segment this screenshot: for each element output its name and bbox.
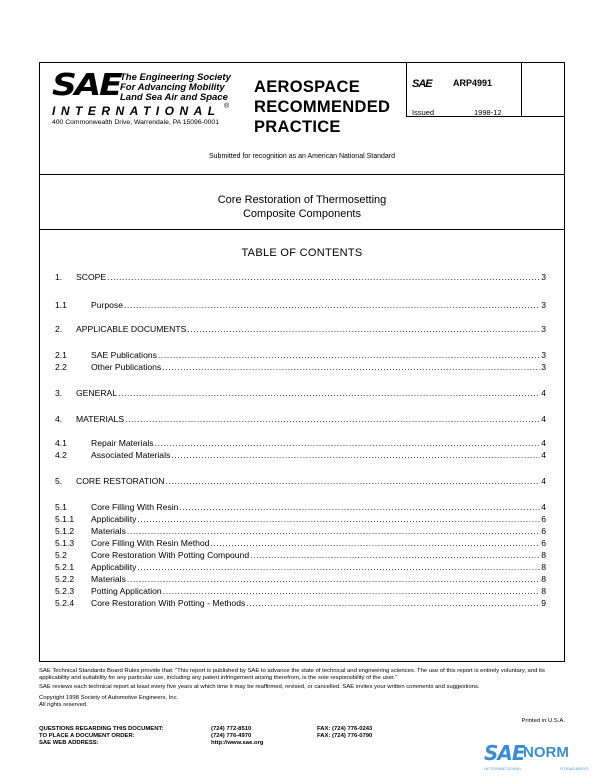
- divider: [40, 174, 564, 175]
- toc-entry-number: 5.2.4: [55, 598, 75, 608]
- toc-leader-dots: [250, 549, 540, 561]
- toc-entry-label: SCOPE: [76, 272, 107, 282]
- toc-leader-dots: [158, 349, 540, 361]
- sae-international-logo: [52, 68, 252, 119]
- toc-leader-dots: [118, 387, 540, 399]
- toc-leader-dots: [210, 537, 540, 549]
- logo-sae-wordmark: SAE: [52, 68, 121, 103]
- toc-entry-page: 8: [541, 562, 546, 572]
- toc-heading: TABLE OF CONTENTS: [241, 247, 363, 259]
- toc-entry-page: 3: [541, 272, 546, 282]
- review-text: SAE reviews each technical report at least every five years at which time it may be reaffirmed, revised, or cancelled. SAE invites your written comments and suggestions.: [39, 684, 480, 691]
- toc-leader-dots: [137, 561, 540, 573]
- toc-entry-label: APPLICABLE DOCUMENTS: [76, 324, 187, 334]
- sae-norm-stamp: [484, 741, 596, 773]
- toc-entry[interactable]: [55, 525, 546, 537]
- toc-entry-label: Potting Application: [91, 586, 162, 596]
- copyright-text: Copyright 1998 Society of Automotive Engineers, Inc.: [39, 694, 179, 701]
- toc-entry-label: SAE Publications: [91, 350, 157, 360]
- printed-in: Printed in U.S.A.: [521, 718, 565, 724]
- toc-entry-number: 5.: [55, 476, 63, 486]
- toc-entry[interactable]: [55, 561, 546, 573]
- issued-label: Issued: [412, 108, 435, 117]
- toc-entry-page: 8: [541, 550, 546, 560]
- toc-entry[interactable]: [55, 413, 546, 425]
- contact-fax: FAX: (724) 776-0243 FAX: (724) 776-0790: [317, 726, 373, 740]
- toc-entry-label: GENERAL: [76, 388, 118, 398]
- toc-entry[interactable]: [55, 585, 546, 597]
- toc-leader-dots: [187, 323, 540, 335]
- toc-entry-page: 3: [541, 324, 546, 334]
- toc-entry-number: 5.1: [55, 502, 67, 512]
- toc-entry[interactable]: [55, 513, 546, 525]
- toc-entry-number: 5.2.3: [55, 586, 75, 596]
- divider: [406, 63, 407, 116]
- toc-entry[interactable]: [55, 361, 546, 373]
- toc-entry-label: MATERIALS: [76, 414, 125, 424]
- document-title: Core Restoration of Thermosetting Composite Components: [217, 194, 387, 220]
- toc-entry-page: 8: [541, 574, 546, 584]
- toc-entry-page: 4: [541, 502, 546, 512]
- toc-leader-dots: [127, 525, 540, 537]
- toc-leader-dots: [124, 299, 540, 311]
- toc-entry[interactable]: [55, 271, 546, 283]
- toc-leader-dots: [166, 475, 541, 487]
- web-address-link[interactable]: http://www.sae.org: [211, 740, 264, 747]
- toc-entry[interactable]: [55, 349, 546, 361]
- toc-entry[interactable]: [55, 437, 546, 449]
- toc-entry-number: 4.2: [55, 450, 67, 460]
- toc-entry-page: 9: [541, 598, 546, 608]
- toc-entry-number: 4.: [55, 414, 63, 424]
- contact-labels: QUESTIONS REGARDING THIS DOCUMENT: TO PLACE A DOCUMENT ORDER: SAE WEB ADDRESS:: [39, 726, 164, 747]
- document-frame: [39, 62, 565, 662]
- toc-leader-dots: [127, 573, 540, 585]
- toc-entry-label: Other Publications: [91, 362, 162, 372]
- stamp-norm-text: NORM: [523, 744, 569, 761]
- contact-values: (724) 772-8510 (724) 776-4970 http://www.sae.org: [211, 726, 264, 747]
- toc-entry-page: 6: [541, 538, 546, 548]
- toc-entry-page: 8: [541, 586, 546, 596]
- toc-entry-number: 2.: [55, 324, 63, 334]
- toc-entry[interactable]: [55, 537, 546, 549]
- document-type: AEROSPACE RECOMMENDED PRACTICE: [254, 78, 391, 136]
- toc-entry[interactable]: [55, 449, 546, 461]
- toc-entry[interactable]: [55, 475, 546, 487]
- toc-entry[interactable]: [55, 387, 546, 399]
- toc-leader-dots: [137, 513, 540, 525]
- address: 400 Commonwealth Drive, Warrendale, PA 15096-0001: [52, 119, 219, 126]
- toc-leader-dots: [171, 449, 540, 461]
- toc-entry-number: 5.2.2: [55, 574, 75, 584]
- logo-international: INTERNATIONAL: [52, 104, 221, 118]
- toc-entry[interactable]: [55, 573, 546, 585]
- toc-entry-number: 2.1: [55, 350, 67, 360]
- toc-entry-label: Applicability: [91, 514, 137, 524]
- toc-entry-label: Core Filling With Resin: [91, 502, 179, 512]
- toc-entry-label: Core Restoration With Potting - Methods: [91, 598, 246, 608]
- toc-entry-label: Materials: [91, 526, 126, 536]
- toc-leader-dots: [163, 585, 541, 597]
- toc-entry-label: CORE RESTORATION: [76, 476, 165, 486]
- stamp-sae-logo: SAE: [484, 741, 525, 765]
- toc-entry-page: 4: [541, 388, 546, 398]
- toc-entry[interactable]: [55, 299, 546, 311]
- divider: [40, 229, 564, 230]
- toc-entry-label: Repair Materials: [91, 438, 154, 448]
- toc-entry-number: 5.2.1: [55, 562, 75, 572]
- toc-entry-number: 4.1: [55, 438, 67, 448]
- toc-entry-number: 5.2: [55, 550, 67, 560]
- document-number: ARP4991: [453, 78, 493, 88]
- toc-entry[interactable]: [55, 597, 546, 609]
- toc-entry-label: Core Filling With Resin Method: [91, 538, 210, 548]
- rules-text: SAE Technical Standards Board Rules provide that: “This report is published by SAE to advance the state of technical and engineering sciences. The use of this report is entirely voluntary, and its applicability and suitability for any particular use, including any patent infringement arising therefrom, is the sole responsibility of the user.”: [39, 668, 545, 682]
- toc-leader-dots: [155, 437, 541, 449]
- toc-leader-dots: [246, 597, 540, 609]
- toc-leader-dots: [162, 361, 540, 373]
- toc-entry-page: 6: [541, 526, 546, 536]
- registered-mark: ®: [224, 103, 230, 110]
- toc-entry-label: Materials: [91, 574, 126, 584]
- toc-entry-number: 5.1.3: [55, 538, 75, 548]
- toc-entry-label: Core Restoration With Potting Compound: [91, 550, 250, 560]
- toc-entry-page: 4: [541, 414, 546, 424]
- toc-entry-page: 4: [541, 450, 546, 460]
- toc-entry[interactable]: [55, 549, 546, 561]
- toc-entry-label: Associated Materials: [91, 450, 171, 460]
- toc-entry[interactable]: [55, 323, 546, 335]
- toc-entry-page: 3: [541, 350, 546, 360]
- toc-leader-dots: [125, 413, 540, 425]
- toc-entry-page: 3: [541, 300, 546, 310]
- toc-entry-page: 6: [541, 514, 546, 524]
- toc-entry-number: 3.: [55, 388, 63, 398]
- toc-entry-label: Applicability: [91, 562, 137, 572]
- small-sae-logo: SAE: [412, 78, 432, 90]
- toc-leader-dots: [107, 271, 540, 283]
- ansi-note: Submitted for recognition as an American National Standard: [209, 153, 395, 160]
- toc-entry-page: 4: [541, 438, 546, 448]
- toc-entry-number: 2.2: [55, 362, 67, 372]
- toc-entry-number: 5.1.1: [55, 514, 75, 524]
- toc-entry-number: 1.: [55, 272, 63, 282]
- toc-entry-label: Purpose: [91, 300, 124, 310]
- toc-leader-dots: [179, 501, 540, 513]
- stamp-standards: STANDARDS: [560, 766, 589, 771]
- toc-entry[interactable]: [55, 501, 546, 513]
- logo-tagline: The Engineering Society For Advancing Mobility Land Sea Air and Space: [120, 72, 231, 103]
- rights-text: All rights reserved.: [39, 701, 88, 708]
- toc-entry-page: 4: [541, 476, 546, 486]
- toc-entry-number: 5.1.2: [55, 526, 75, 536]
- issued-date: 1998-12: [474, 108, 502, 117]
- divider: [521, 63, 522, 116]
- toc-entry-number: 1.1: [55, 300, 67, 310]
- stamp-international: INTERNATIONAL: [484, 766, 523, 771]
- footer-notice: [39, 668, 565, 709]
- toc-entry-page: 3: [541, 362, 546, 372]
